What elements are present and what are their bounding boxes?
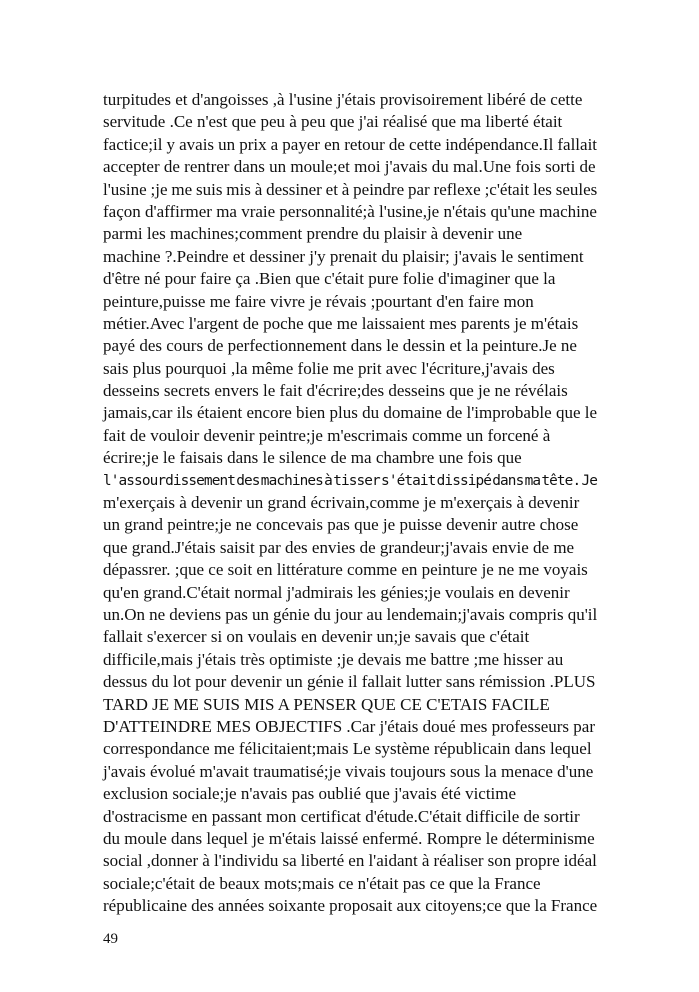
text-line: parmi les machines;comment prendre du plaisir à devenir une xyxy=(103,224,523,244)
text-line: exclusion sociale;je n'avais pas oublié que j'avais été victime xyxy=(103,784,517,804)
text-line: turpitudes et d'angoisses ,à l'usine j'étais provisoirement libéré de cette xyxy=(103,90,583,109)
text-line: jamais,car ils étaient encore bien plus du domaine de l'improbable que le xyxy=(103,403,598,423)
text-line: qu'en grand.C'était normal j'admirais les génies;je voulais en devenir xyxy=(103,582,570,602)
text-line: peinture,puisse me faire vivre je révais ;pourtant d'en faire mon xyxy=(103,291,534,311)
text-line: républicaine des années soixante proposait aux citoyens;ce que la France xyxy=(103,896,598,916)
text-line: un.On ne deviens pas un génie du jour au lendemain;j'avais compris qu'il xyxy=(103,604,598,624)
text-line: l'usine ;je me suis mis à dessiner et à peindre par reflexe ;c'était les seules xyxy=(103,179,598,199)
text-line: D'ATTEINDRE MES OBJECTIFS .Car j'étais doué mes professeurs par xyxy=(103,716,595,736)
text-line: factice;il y avais un prix a payer en retour de cette indépendance.Il fallait xyxy=(103,134,598,154)
text-line: correspondance me félicitaient;mais Le système républicain dans lequel xyxy=(103,739,592,759)
text-line: dépassrer. ;que ce soit en littérature comme en peinture je ne me voyais xyxy=(103,560,588,580)
text-line: sais plus pourquoi ,la même folie me prit avec l'écriture,j'avais des xyxy=(103,358,555,378)
text-line: fallait s'exercer si on voulais en devenir un;je savais que c'était xyxy=(103,627,530,647)
text-line: l'assourdissement des machines à tisser s'était dissipé dans ma tête. Je xyxy=(103,472,598,489)
text-line: j'avais évolué m'avait traumatisé;je vivais toujours sous la menace d'une xyxy=(103,761,594,781)
text-line: payé des cours de perfectionnement dans le dessin et la peinture.Je ne xyxy=(103,336,577,356)
text-line: accepter de rentrer dans un moule;et moi j'avais du mal.Une fois sorti de xyxy=(103,157,596,177)
text-line: fait de vouloir devenir peintre;je m'escrimais comme un forcené à xyxy=(103,425,551,445)
text-line: du moule dans lequel je m'étais laissé enfermé. Rompre le déterminisme xyxy=(103,828,595,848)
text-line: écrire;je le faisais dans le silence de ma chambre une fois que xyxy=(103,448,522,468)
text-line: desseins secrets envers le fait d'écrire;des desseins que je ne révélais xyxy=(103,381,568,401)
text-line: social ,donner à l'individu sa liberté en l'aidant à réaliser son propre idéal xyxy=(103,851,597,871)
text-line: m'exerçais à devenir un grand écrivain,comme je m'exerçais à devenir xyxy=(103,493,580,513)
text-line: TARD JE ME SUIS MIS A PENSER QUE CE C'ETAIS FACILE xyxy=(103,694,550,714)
text-line: que grand.J'étais saisit par des envies de grandeur;j'avais envie de me xyxy=(103,537,575,557)
text-line: sociale;c'était de beaux mots;mais ce n'était pas ce que la France xyxy=(103,873,541,893)
text-line: métier.Avec l'argent de poche que me laissaient mes parents je m'étais xyxy=(103,313,579,333)
body-text xyxy=(103,89,597,917)
text-line: dessus du lot pour devenir un génie il fallait lutter sans rémission .PLUS xyxy=(103,672,596,692)
text-line: machine ?.Peindre et dessiner j'y prenait du plaisir; j'avais le sentiment xyxy=(103,246,584,266)
text-line: façon d'affirmer ma vraie personnalité;à l'usine,je n'étais qu'une machine xyxy=(103,201,597,221)
text-line: un grand peintre;je ne concevais pas que je puisse devenir autre chose xyxy=(103,515,579,535)
text-line: d'être né pour faire ça .Bien que c'était pure folie d'imaginer que la xyxy=(103,269,556,289)
text-line: difficile,mais j'étais très optimiste ;je devais me battre ;me hisser au xyxy=(103,649,564,669)
text-line: servitude .Ce n'est que peu à peu que j'ai réalisé que ma liberté était xyxy=(103,112,563,132)
page-number: 49 xyxy=(103,931,118,947)
text-line: d'ostracisme en passant mon certificat d'étude.C'était difficile de sortir xyxy=(103,806,580,826)
